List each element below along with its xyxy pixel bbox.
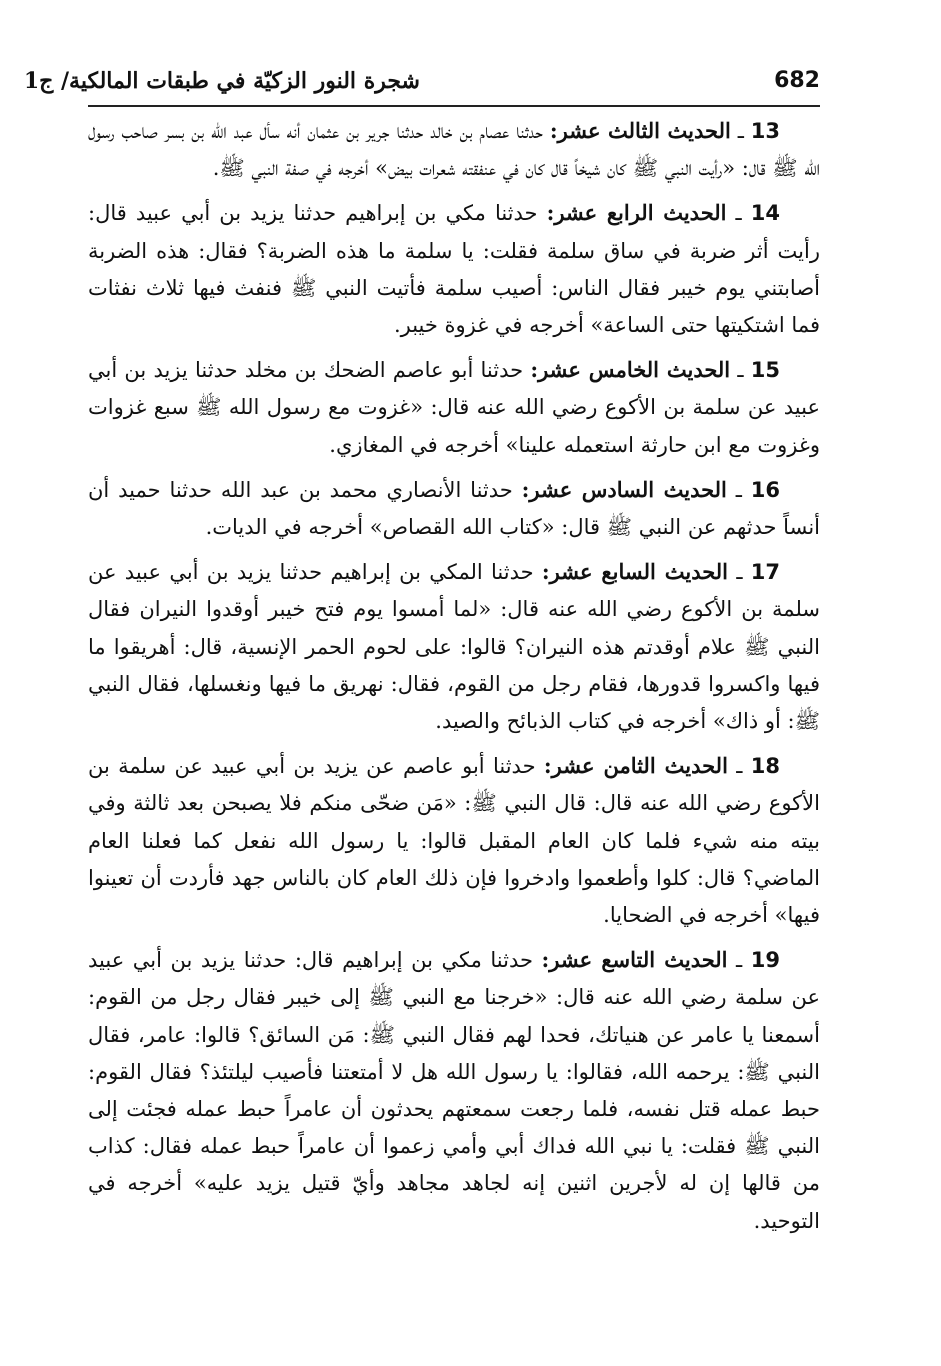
hadith-number: 16 <box>750 477 780 502</box>
hadith-text: حدثنا أبو عاصم عن يزيد بن أبي عبيد عن سلمة بن الأكوع رضي الله عنه قال: قال النبي ﷺ: «مَن ضحّى منكم فلا يصبحن بعد ثالثة وفي بيته منه شيء فلما كان العام المقبل قالوا: يا رسول الله نفعل كما فعلنا العام الماضي؟ قال: كلوا وأطعموا وادخروا فإن ذلك العام كان بالناس جهد فأردت أن تعينوا فيها» أخرجه في الضحايا. <box>88 754 820 928</box>
page-body <box>88 112 820 1247</box>
hadith-title: الحديث السابع عشر: <box>541 559 729 585</box>
hadith-paragraph: 15 ـ الحديث الخامس عشر: حدثنا أبو عاصم الضحك بن مخلد حدثنا يزيد بن أبي عبيد عن سلمة بن الأكوع رضي الله عنه قال: «غزوت مع رسول الله ﷺ سبع غزوات وغزوت مع ابن حارثة استعمله علينا» أخرجه في المغازي. <box>88 357 820 457</box>
hadith-paragraph: 13 ـ الحديث الثالث عشر: حدثنا عصام بن خالد حدثنا جرير بن عثمان أنه سأل عبد الله بن بسر صاحب رسول الله ﷺ قال: «رأيت النبي ﷺ كان شيخاً قال كان في عنفقته شعرات بيض» أخرجه في صفة النبي ﷺ. <box>88 118 820 181</box>
hadith-paragraph: 18 ـ الحديث الثامن عشر: حدثنا أبو عاصم عن يزيد بن أبي عبيد عن سلمة بن الأكوع رضي الله عنه قال: قال النبي ﷺ: «مَن ضحّى منكم فلا يصبحن بعد ثالثة وفي بيته منه شيء فلما كان العام المقبل قالوا: يا رسول الله نفعل كما فعلنا العام الماضي؟ قال: كلوا وأطعموا وادخروا فإن ذلك العام كان بالناس جهد فأردت أن تعينوا فيها» أخرجه في الضحايا. <box>88 753 820 928</box>
hadith-text: حدثنا أبو عاصم الضحك بن مخلد حدثنا يزيد بن أبي عبيد عن سلمة بن الأكوع رضي الله عنه قال: «غزوت مع رسول الله ﷺ سبع غزوات وغزوت مع ابن حارثة استعمله علينا» أخرجه في المغازي. <box>88 358 820 457</box>
hadith-number: 18 <box>750 754 780 779</box>
hadith-text: حدثنا الأنصاري محمد بن عبد الله حدثنا حميد أن أنساً حدثهم عن النبي ﷺ قال: «كتاب الله القصاص» أخرجه في الديات. <box>88 477 820 540</box>
hadith-text: حدثنا عصام بن خالد حدثنا جرير بن عثمان أنه سأل عبد الله بن بسر صاحب رسول الله ﷺ قال: «رأيت النبي ﷺ كان شيخاً قال كان في عنفقته شعرات بيض» أخرجه في صفة النبي ﷺ. <box>88 119 820 181</box>
hadith-title: الحديث الثامن عشر: <box>543 753 728 779</box>
hadith-text: حدثنا مكي بن إبراهيم قال: حدثنا يزيد بن أبي عبيد عن سلمة رضي الله عنه قال: «خرجنا مع النبي ﷺ إلى خيبر فقال رجل من القوم: أسمعنا يا عامر عن هنياتك، فحدا لهم فقال النبي ﷺ: مَن السائق؟ قالوا: عامر، فقال النبي ﷺ: يرحمه الله، فقالوا: يا رسول الله هل لا أمتعتنا فأصيب ليلتئذ؟ فقال القوم: حبط عمله قتل نفسه، فلما رجعت سمعتهم يحدثون أن عامراً حبط عمله فجئت إلى النبي ﷺ فقلت: يا نبي الله فداك أبي وأمي زعموا أن عامراً حبط عمله فقال: كذاب من قالها إن له لأجرين اثنين إنه لجاهد مجاهد وأيّ قتيل يزيد عليه» أخرجه في التوحيد. <box>88 948 820 1233</box>
hadith-number: 14 <box>750 201 780 226</box>
running-header <box>23 68 820 98</box>
hadith-number: 15 <box>750 358 780 383</box>
hadith-title: الحديث الثالث عشر: <box>549 118 731 143</box>
hadith-title: الحديث التاسع عشر: <box>541 947 728 973</box>
hadith-text: حدثنا المكي بن إبراهيم حدثنا يزيد بن أبي عبيد عن سلمة بن الأكوع رضي الله عنه قال: «لما أمسوا يوم فتح خيبر أوقدوا النيران فقال النبي ﷺ علام أوقدتم هذه النيران؟ قالوا: على لحوم الحمر الإنسية، قال: أهريقوا ما فيها واكسروا قدورها، فقام رجل من القوم، فقال: نهريق ما فيها ونغسلها، فقال النبي ﷺ: أو ذاك» أخرجه في كتاب الذبائح والصيد. <box>88 560 820 734</box>
hadith-paragraph: 17 ـ الحديث السابع عشر: حدثنا المكي بن إبراهيم حدثنا يزيد بن أبي عبيد عن سلمة بن الأكوع رضي الله عنه قال: «لما أمسوا يوم فتح خيبر أوقدوا النيران فقال النبي ﷺ علام أوقدتم هذه النيران؟ قالوا: على لحوم الحمر الإنسية، قال: أهريقوا ما فيها واكسروا قدورها، فقام رجل من القوم، فقال: نهريق ما فيها ونغسلها، فقال النبي ﷺ: أو ذاك» أخرجه في كتاب الذبائح والصيد. <box>88 559 820 734</box>
hadith-title: الحديث الرابع عشر: <box>546 200 727 226</box>
hadith-number: 13 <box>750 119 780 143</box>
hadith-text: حدثنا مكي بن إبراهيم حدثنا يزيد بن أبي عبيد قال: رأيت أثر ضربة في ساق سلمة فقلت: يا سلمة ما هذه الضربة؟ فقال: هذه الضربة أصابتني يوم خيبر فقال الناس: أصيب سلمة فأتيت النبي ﷺ فنفث فيها ثلاث نفثات فما اشتكيتها حتى الساعة» أخرجه في غزوة خيبر. <box>88 201 820 338</box>
header-divider <box>88 105 820 107</box>
hadith-title: الحديث الخامس عشر: <box>530 357 731 383</box>
hadith-paragraph: 16 ـ الحديث السادس عشر: حدثنا الأنصاري محمد بن عبد الله حدثنا حميد أن أنساً حدثهم عن النبي ﷺ قال: «كتاب الله القصاص» أخرجه في الديات. <box>88 476 820 540</box>
hadith-title: الحديث السادس عشر: <box>521 476 727 502</box>
hadith-number: 17 <box>750 560 780 585</box>
hadith-number: 19 <box>750 948 780 973</box>
hadith-paragraph: 14 ـ الحديث الرابع عشر: حدثنا مكي بن إبراهيم حدثنا يزيد بن أبي عبيد قال: رأيت أثر ضربة في ساق سلمة فقلت: يا سلمة ما هذه الضربة؟ فقال: هذه الضربة أصابتني يوم خيبر فقال الناس: أصيب سلمة فأتيت النبي ﷺ فنفث فيها ثلاث نفثات فما اشتكيتها حتى الساعة» أخرجه في غزوة خيبر. <box>88 200 820 338</box>
hadith-paragraph: 19 ـ الحديث التاسع عشر: حدثنا مكي بن إبراهيم قال: حدثنا يزيد بن أبي عبيد عن سلمة رضي الله عنه قال: «خرجنا مع النبي ﷺ إلى خيبر فقال رجل من القوم: أسمعنا يا عامر عن هنياتك، فحدا لهم فقال النبي ﷺ: مَن السائق؟ قالوا: عامر، فقال النبي ﷺ: يرحمه الله، فقالوا: يا رسول الله هل لا أمتعتنا فأصيب ليلتئذ؟ فقال القوم: حبط عمله قتل نفسه، فلما رجعت سمعتهم يحدثون أن عامراً حبط عمله فجئت إلى النبي ﷺ فقلت: يا نبي الله فداك أبي وأمي زعموا أن عامراً حبط عمله فقال: كذاب من قالها إن له لأجرين اثنين إنه لجاهد مجاهد وأيّ قتيل يزيد عليه» أخرجه في التوحيد. <box>88 947 820 1233</box>
running-title: شجرة النور الزكيّة في طبقات المالكية/ ج1 <box>23 68 420 94</box>
page-number: 682 <box>774 68 820 93</box>
